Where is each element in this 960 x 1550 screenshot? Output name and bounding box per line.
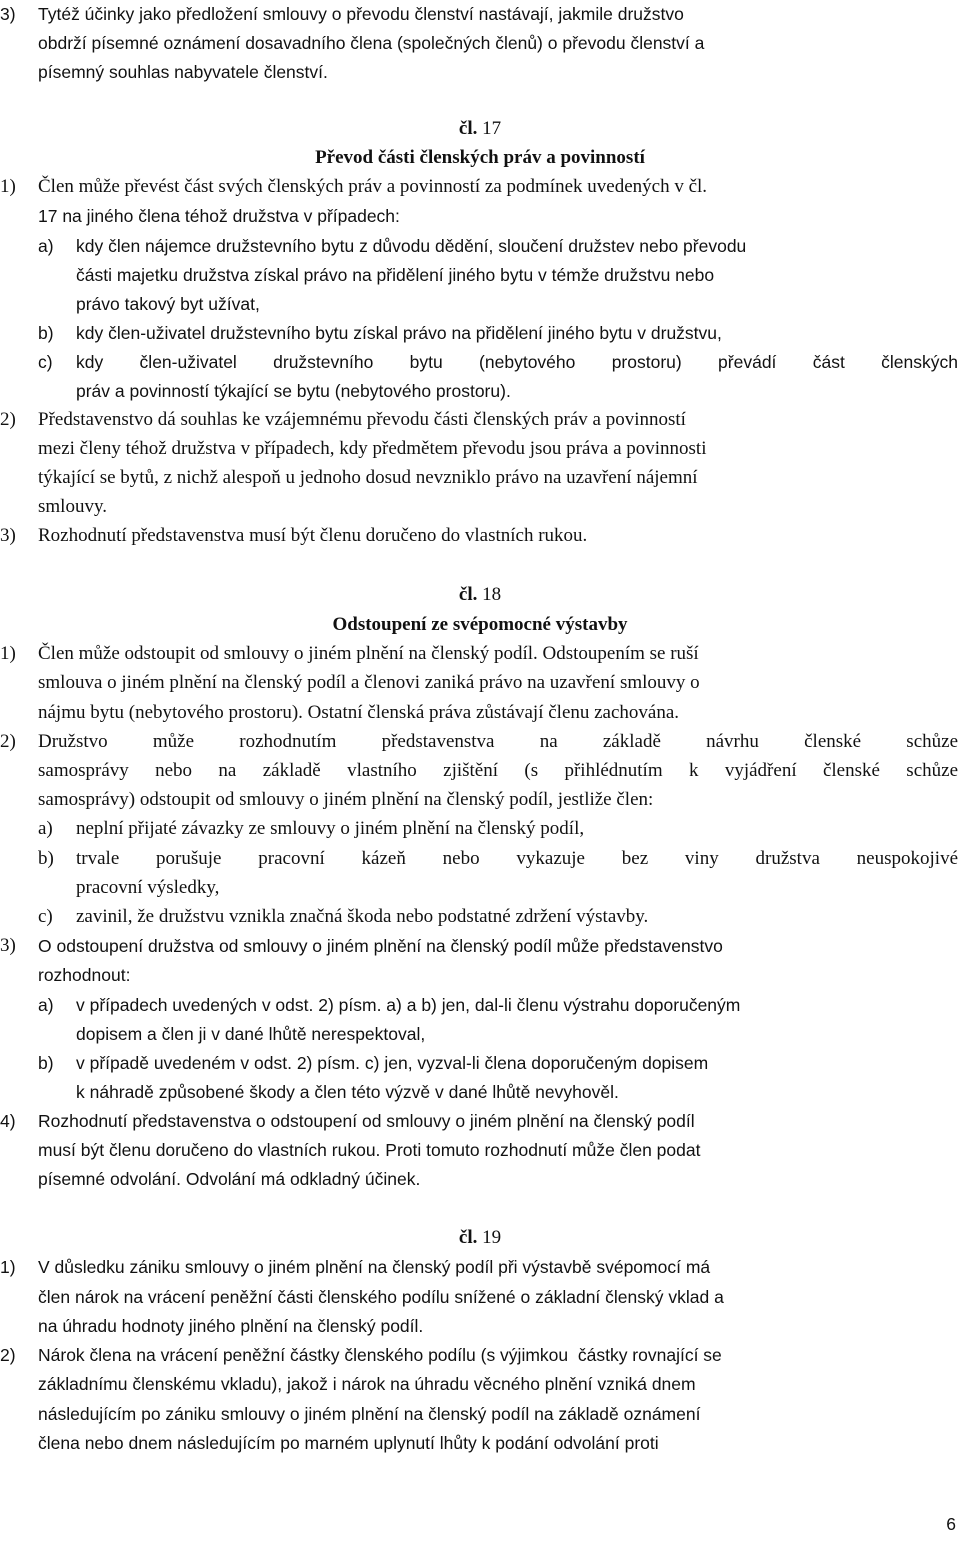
paragraph-line: Představenstvo dá souhlas ke vzájemnému převodu části členských práv a povinností xyxy=(38,409,686,430)
list-line: dopisem a člen ji v dané lhůtě nerespektoval, xyxy=(76,1024,426,1044)
list-line: práv a povinností týkající se bytu (nebytového prostoru). xyxy=(76,381,511,401)
article-number: 19 xyxy=(482,1227,502,1248)
article-number: 18 xyxy=(482,584,502,605)
article-heading xyxy=(0,1226,960,1250)
paragraph-number: 2) xyxy=(0,731,16,752)
paragraph-line: musí být členu doručeno do vlastních rukou. Proti tomuto rozhodnutí může člen podat xyxy=(38,1140,701,1160)
paragraph-number: 2) xyxy=(0,1345,16,1365)
paragraph-line: Tytéž účinky jako předložení smlouvy o převodu členství nastávají, jakmile družstvo xyxy=(38,4,684,24)
paragraph-line: smlouvy. xyxy=(38,496,107,517)
paragraph-line: obdrží písemné oznámení dosavadního člena (společných členů) o převodu členství a xyxy=(38,33,705,53)
paragraph-number: 3) xyxy=(0,4,16,24)
paragraph-line: základnímu členskému vkladu), jakož i nárok na úhradu věcného plnění vzniká dnem xyxy=(38,1374,696,1394)
list-label: c) xyxy=(38,352,53,372)
list-label: a) xyxy=(38,995,54,1015)
paragraph-line: Družstvo může rozhodnutím představenstva na základě návrhu členské schůze xyxy=(38,731,958,752)
paragraph-number: 1) xyxy=(0,176,16,197)
paragraph-line: Rozhodnutí představenstva musí být členu doručeno do vlastních rukou. xyxy=(38,525,588,546)
paragraph-number: 1) xyxy=(0,643,16,664)
paragraph-line: 17 na jiného člena téhož družstva v případech: xyxy=(38,206,400,226)
paragraph-line: V důsledku zániku smlouvy o jiném plnění na členský podíl při výstavbě svépomocí má xyxy=(38,1257,711,1277)
list-line: v případech uvedených v odst. 2) písm. a) a b) jen, dal-li členu výstrahu doporučeným xyxy=(76,995,741,1015)
article-title: Odstoupení ze svépomocné výstavby xyxy=(332,614,628,635)
paragraph-number: 3) xyxy=(0,525,16,546)
article-prefix: čl. xyxy=(458,118,478,139)
article-heading xyxy=(0,583,960,607)
list-line: trvale porušuje pracovní kázeň nebo vykazuje bez viny družstva neuspokojivé xyxy=(76,848,958,869)
paragraph-line: Člen může odstoupit od smlouvy o jiném plnění na členský podíl. Odstoupením se ruší xyxy=(38,643,699,664)
list-line: zavinil, že družstvu vznikla značná škoda nebo podstatné zdržení výstavby. xyxy=(76,906,649,927)
list-label: c) xyxy=(38,906,53,927)
list-label: b) xyxy=(38,1053,54,1073)
paragraph-number: 2) xyxy=(0,409,16,430)
paragraph-line: nájmu bytu (nebytového prostoru). Ostatní členská práva zůstávají členu zachována. xyxy=(38,702,680,723)
paragraph-line: samosprávy) odstoupit od smlouvy o jiném plnění na členský podíl, jestliže člen: xyxy=(38,789,654,810)
paragraph-line: samosprávy nebo na základě vlastního zjištění (s přihlédnutím k vyjádření členské schůze xyxy=(38,760,958,781)
list-line: k náhradě způsobené škody a člen této výzvě v dané lhůtě nevyhověl. xyxy=(76,1082,619,1102)
paragraph-line: O odstoupení družstva od smlouvy o jiném plnění na členský podíl může představenstvo xyxy=(38,936,723,956)
list-label: b) xyxy=(38,323,54,343)
list-label: a) xyxy=(38,236,54,256)
paragraph-line: Nárok člena na vrácení peněžní částky členského podílu (s výjimkou částky rovnající se xyxy=(38,1345,722,1365)
paragraph-line: člen nárok na vrácení peněžní části členského podílu snížené o základní členský vklad a xyxy=(38,1287,724,1307)
paragraph-line: následujícím po zániku smlouvy o jiném plnění na členský podíl na základě oznámení xyxy=(38,1404,701,1424)
paragraph-line: na úhradu hodnoty jiného plnění na členský podíl. xyxy=(38,1316,424,1336)
article-number: 17 xyxy=(482,118,502,139)
paragraph-line: písemné odvolání. Odvolání má odkladný účinek. xyxy=(38,1169,421,1189)
list-line: pracovní výsledky, xyxy=(76,877,220,898)
list-line: části majetku družstva získal právo na přidělení jiného bytu v témže družstvu nebo xyxy=(76,265,715,285)
paragraph-line: rozhodnout: xyxy=(38,965,131,985)
article-prefix: čl. xyxy=(458,1227,478,1248)
paragraph-line: týkající se bytů, z nichž alespoň u jednoho dosud nevzniklo právo na uzavření nájemní xyxy=(38,467,698,488)
paragraph-line: Člen může převést část svých členských práv a povinností za podmínek uvedených v čl. xyxy=(38,176,708,197)
list-label: b) xyxy=(38,848,54,869)
paragraph-line: písemný souhlas nabyvatele členství. xyxy=(38,62,328,82)
paragraph-line: smlouva o jiném plnění na členský podíl a členovi zaniká právo na uzavření smlouvy o xyxy=(38,672,700,693)
paragraph-number: 4) xyxy=(0,1111,16,1131)
list-line: neplní přijaté závazky ze smlouvy o jiném plnění na členský podíl, xyxy=(76,818,585,839)
article-heading xyxy=(0,117,960,141)
paragraph-number: 1) xyxy=(0,1257,16,1277)
list-line: v případě uvedeném v odst. 2) písm. c) jen, vyzval-li člena doporučeným dopisem xyxy=(76,1053,709,1073)
article-prefix: čl. xyxy=(458,584,478,605)
paragraph-line: mezi členy téhož družstva v případech, kdy předmětem převodu jsou práva a povinnosti xyxy=(38,438,707,459)
list-line: právo takový byt užívat, xyxy=(76,294,260,314)
paragraph-line: člena nebo dnem následujícím po marném uplynutí lhůty k podání odvolání proti xyxy=(38,1433,659,1453)
paragraph-line: Rozhodnutí představenstva o odstoupení od smlouvy o jiném plnění na členský podíl xyxy=(38,1111,695,1131)
paragraph-number: 3) xyxy=(0,935,16,956)
list-label: a) xyxy=(38,818,53,839)
list-line: kdy člen nájemce družstevního bytu z důvodu dědění, sloučení družstev nebo převodu xyxy=(76,236,747,256)
page-number: 6 xyxy=(946,1514,956,1534)
list-line: kdy člen-uživatel družstevního bytu získal právo na přidělení jiného bytu v družstvu, xyxy=(76,323,722,343)
article-title: Převod části členských práv a povinností xyxy=(315,147,645,168)
list-line: kdy člen-uživatel družstevního bytu (nebytového prostoru) převádí část členských xyxy=(76,352,958,372)
